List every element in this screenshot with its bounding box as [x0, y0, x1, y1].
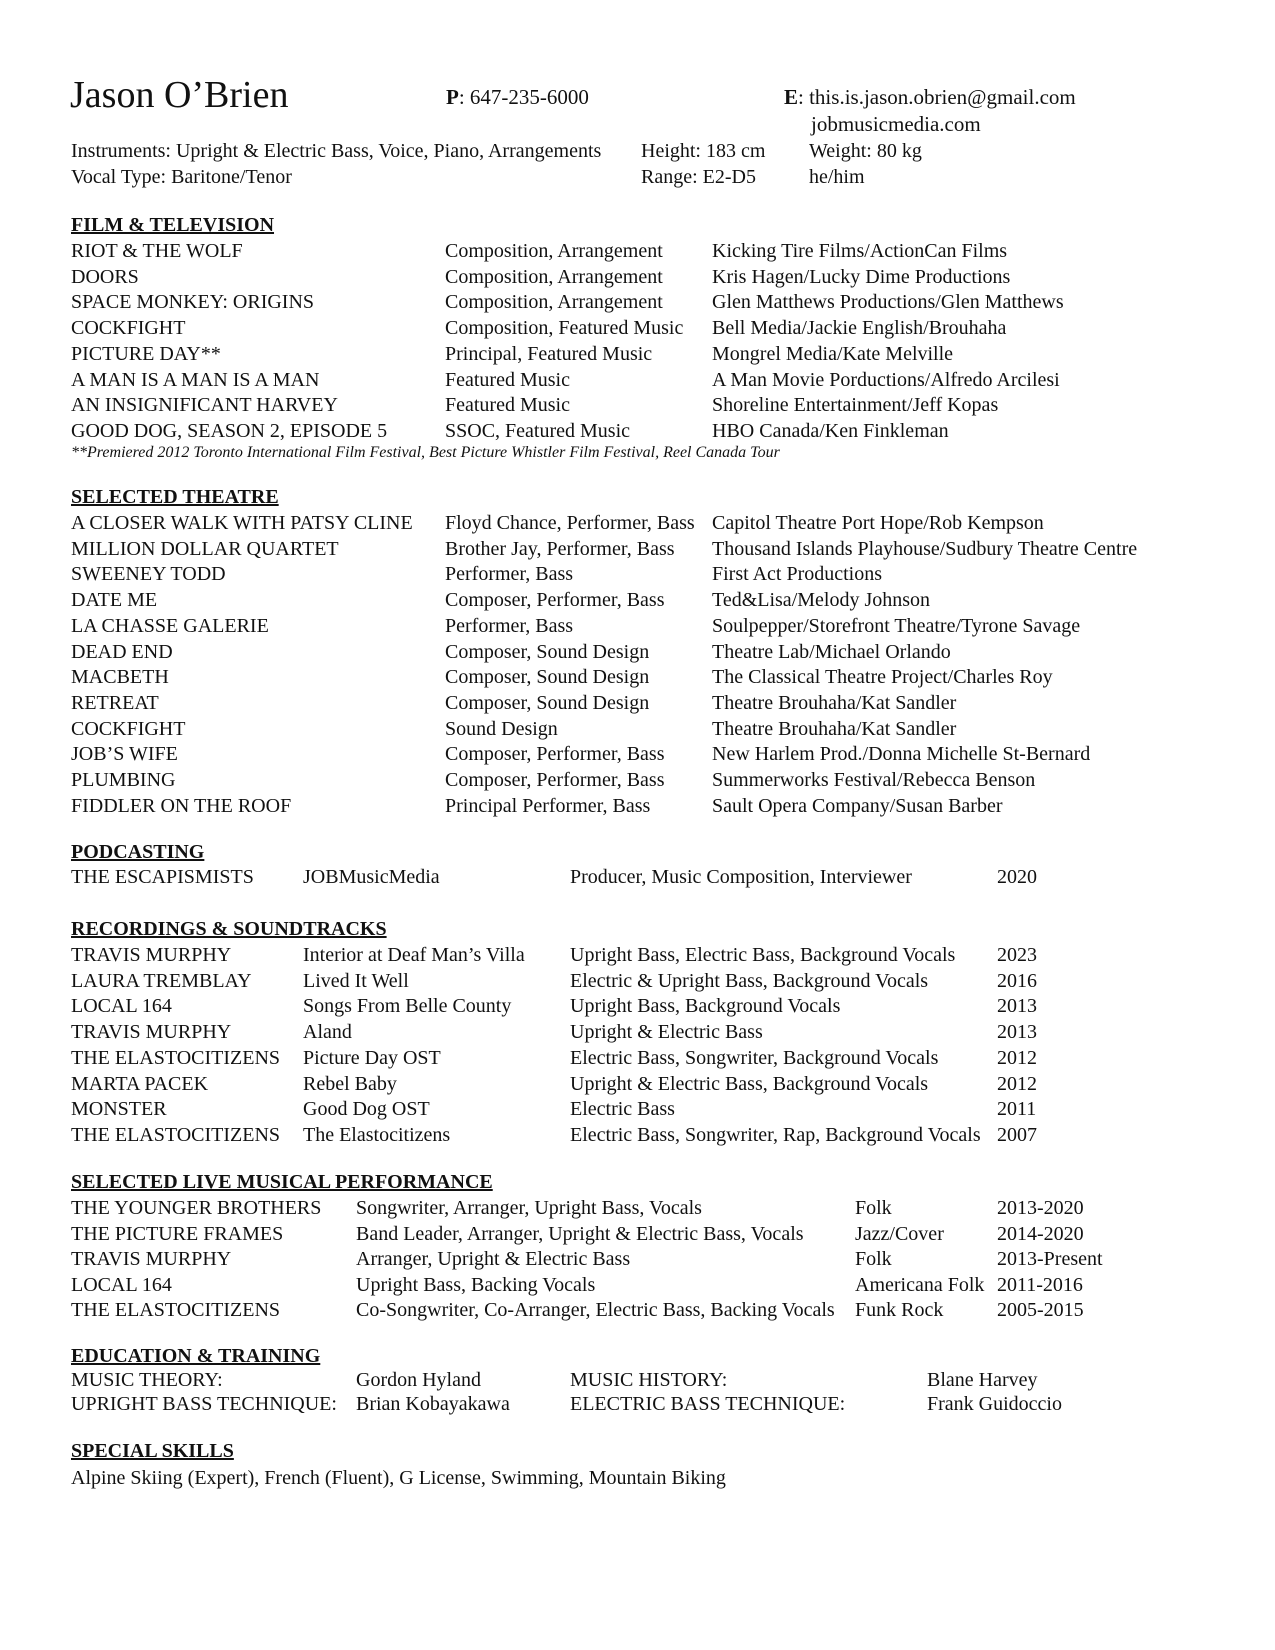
theatre-title: JOB’S WIFE	[71, 743, 178, 766]
podcasting-year: 2020	[997, 866, 1037, 888]
live-role: Upright Bass, Backing Vocals	[356, 1273, 596, 1296]
theatre-row	[0, 587, 1275, 614]
theatre-company: Ted&Lisa/Melody Johnson	[712, 589, 931, 612]
live-row	[0, 1272, 1275, 1299]
recordings-album: Songs From Belle County	[303, 995, 512, 1018]
section-heading-education: EDUCATION & TRAINING	[71, 1345, 321, 1367]
education-subject: MUSIC HISTORY:	[570, 1369, 728, 1391]
section-heading-skills: SPECIAL SKILLS	[71, 1440, 234, 1462]
recordings-role: Upright & Electric Bass	[570, 1021, 763, 1044]
theatre-role: Composer, Sound Design	[445, 640, 650, 663]
recordings-role: Electric Bass, Songwriter, Rap, Background Vocals	[570, 1123, 981, 1146]
theatre-role: Floyd Chance, Performer, Bass	[445, 512, 695, 534]
live-group: TRAVIS MURPHY	[71, 1248, 232, 1271]
film-tv-row	[0, 264, 1275, 291]
weight: Weight: 80 kg	[809, 140, 922, 162]
theatre-company: New Harlem Prod./Donna Michelle St-Bernard	[712, 743, 1091, 766]
recordings-album: Picture Day OST	[303, 1046, 441, 1069]
education-subject: ELECTRIC BASS TECHNIQUE:	[570, 1392, 846, 1415]
education-list	[0, 1367, 1275, 1417]
live-years: 2014-2020	[997, 1222, 1084, 1245]
theatre-company: First Act Productions	[712, 563, 883, 586]
film-tv-role: Composition, Featured Music	[445, 317, 684, 340]
theatre-role: Performer, Bass	[445, 563, 574, 586]
live-list	[0, 1195, 1275, 1330]
height: Height: 183 cm	[641, 140, 766, 162]
education-row	[0, 1391, 1275, 1418]
live-row	[0, 1221, 1275, 1248]
theatre-row	[0, 767, 1275, 794]
film-tv-note: **Premiered 2012 Toronto International Film Festival, Best Picture Whistler Film Festival, Reel Canada Tour	[71, 444, 780, 461]
podcasting-producer: JOBMusicMedia	[303, 866, 440, 888]
recordings-album: Interior at Deaf Man’s Villa	[303, 944, 525, 966]
recordings-year: 2016	[997, 969, 1037, 992]
education-teacher: Brian Kobayakawa	[356, 1392, 510, 1415]
recordings-row	[0, 1019, 1275, 1046]
education-teacher: Gordon Hyland	[356, 1369, 481, 1391]
recordings-row	[0, 1045, 1275, 1072]
section-heading-recordings: RECORDINGS & SOUNDTRACKS	[71, 918, 387, 940]
recordings-row	[0, 1071, 1275, 1098]
film-tv-company: A Man Movie Porductions/Alfredo Arcilesi	[712, 368, 1060, 391]
theatre-role: Composer, Performer, Bass	[445, 589, 665, 612]
film-tv-row	[0, 392, 1275, 419]
theatre-list	[0, 510, 1275, 820]
theatre-role: Composer, Performer, Bass	[445, 743, 665, 766]
recordings-row	[0, 993, 1275, 1020]
education-teacher: Blane Harvey	[927, 1369, 1038, 1391]
live-role: Co-Songwriter, Co-Arranger, Electric Bass, Backing Vocals	[356, 1299, 835, 1322]
film-tv-company: Glen Matthews Productions/Glen Matthews	[712, 291, 1064, 314]
film-tv-title: AN INSIGNIFICANT HARVEY	[71, 394, 338, 417]
vocal-range: Range: E2-D5	[641, 166, 756, 188]
theatre-row	[0, 793, 1275, 820]
education-subject: MUSIC THEORY:	[71, 1369, 223, 1391]
phone-label: P	[446, 85, 459, 109]
film-tv-role: Composition, Arrangement	[445, 291, 663, 314]
theatre-title: DEAD END	[71, 640, 173, 663]
film-tv-title: PICTURE DAY**	[71, 342, 221, 365]
film-tv-role: Composition, Arrangement	[445, 240, 663, 262]
theatre-title: LA CHASSE GALERIE	[71, 614, 269, 637]
film-tv-row	[0, 418, 1275, 445]
recordings-year: 2013	[997, 995, 1037, 1018]
theatre-row	[0, 664, 1275, 691]
recordings-list	[0, 942, 1275, 1152]
film-tv-role: Principal, Featured Music	[445, 342, 653, 365]
theatre-company: The Classical Theatre Project/Charles Roy	[712, 666, 1053, 689]
special-skills-text: Alpine Skiing (Expert), French (Fluent), G License, Swimming, Mountain Biking	[71, 1467, 726, 1489]
theatre-company: Thousand Islands Playhouse/Sudbury Theatre Centre	[712, 537, 1138, 560]
theatre-role: Sound Design	[445, 717, 558, 740]
live-years: 2011-2016	[997, 1273, 1083, 1296]
recordings-artist: TRAVIS MURPHY	[71, 944, 232, 966]
recordings-role: Upright Bass, Background Vocals	[570, 995, 841, 1018]
email-label: E	[784, 85, 799, 109]
live-years: 2013-2020	[997, 1197, 1084, 1219]
theatre-company: Theatre Brouhaha/Kat Sandler	[712, 717, 957, 740]
resume-name: Jason O’Brien	[70, 74, 289, 116]
recordings-row	[0, 968, 1275, 995]
theatre-row	[0, 613, 1275, 640]
recordings-artist: MARTA PACEK	[71, 1072, 209, 1095]
recordings-artist: THE ELASTOCITIZENS	[71, 1046, 281, 1069]
phone-number[interactable]: : 647-235-6000	[458, 85, 589, 109]
film-tv-role: Featured Music	[445, 394, 570, 417]
live-role: Songwriter, Arranger, Upright Bass, Vocals	[356, 1197, 702, 1219]
podcasting-title: THE ESCAPISMISTS	[71, 866, 254, 888]
theatre-row	[0, 536, 1275, 563]
recordings-album: Aland	[303, 1021, 352, 1044]
film-tv-role: Composition, Arrangement	[445, 265, 663, 288]
film-tv-company: HBO Canada/Ken Finkleman	[712, 419, 949, 442]
theatre-company: Summerworks Festival/Rebecca Benson	[712, 769, 1036, 791]
recordings-year: 2011	[997, 1098, 1037, 1121]
pronouns: he/him	[809, 166, 865, 188]
theatre-title: FIDDLER ON THE ROOF	[71, 794, 292, 817]
recordings-artist: TRAVIS MURPHY	[71, 1021, 232, 1044]
theatre-role: Composer, Performer, Bass	[445, 769, 665, 791]
live-group: THE ELASTOCITIZENS	[71, 1299, 281, 1322]
theatre-title: PLUMBING	[71, 769, 176, 791]
education-subject: UPRIGHT BASS TECHNIQUE:	[71, 1392, 337, 1415]
live-role: Band Leader, Arranger, Upright & Electric Bass, Vocals	[356, 1222, 804, 1245]
theatre-title: A CLOSER WALK WITH PATSY CLINE	[71, 512, 413, 534]
email-line	[784, 84, 1076, 111]
film-tv-company: Bell Media/Jackie English/Brouhaha	[712, 317, 1007, 340]
live-row	[0, 1297, 1275, 1324]
website-link[interactable]: jobmusicmedia.com	[811, 112, 981, 136]
theatre-company: Theatre Brouhaha/Kat Sandler	[712, 691, 957, 714]
live-genre: Funk Rock	[855, 1299, 944, 1322]
vocal-type: Vocal Type: Baritone/Tenor	[71, 166, 292, 188]
live-years: 2013-Present	[997, 1248, 1103, 1271]
live-genre: Folk	[855, 1197, 892, 1219]
theatre-role: Composer, Sound Design	[445, 666, 650, 689]
email-address[interactable]: : this.is.jason.obrien@gmail.com	[798, 85, 1076, 109]
film-tv-title: RIOT & THE WOLF	[71, 240, 243, 262]
film-tv-title: SPACE MONKEY: ORIGINS	[71, 291, 315, 314]
theatre-company: Theatre Lab/Michael Orlando	[712, 640, 951, 663]
theatre-company: Sault Opera Company/Susan Barber	[712, 794, 1003, 817]
recordings-artist: LOCAL 164	[71, 995, 172, 1018]
phone-line	[446, 84, 589, 111]
film-tv-role: Featured Music	[445, 368, 570, 391]
theatre-title: MACBETH	[71, 666, 169, 689]
recordings-album: The Elastocitizens	[303, 1123, 451, 1146]
live-genre: Jazz/Cover	[855, 1222, 944, 1245]
live-years: 2005-2015	[997, 1299, 1084, 1322]
podcasting-list	[0, 864, 1275, 891]
film-tv-title: DOORS	[71, 265, 139, 288]
recordings-album: Lived It Well	[303, 969, 409, 992]
theatre-company: Soulpepper/Storefront Theatre/Tyrone Savage	[712, 614, 1081, 637]
film-tv-company: Kris Hagen/Lucky Dime Productions	[712, 265, 1011, 288]
recordings-row	[0, 1096, 1275, 1123]
recordings-role: Upright & Electric Bass, Background Vocals	[570, 1072, 929, 1095]
education-teacher: Frank Guidoccio	[927, 1392, 1062, 1415]
film-tv-title: GOOD DOG, SEASON 2, EPISODE 5	[71, 419, 388, 442]
theatre-title: SWEENEY TODD	[71, 563, 226, 586]
theatre-role: Performer, Bass	[445, 614, 574, 637]
film-tv-row	[0, 238, 1275, 265]
podcasting-row	[0, 864, 1275, 891]
live-group: THE PICTURE FRAMES	[71, 1222, 284, 1245]
instruments: Instruments: Upright & Electric Bass, Voice, Piano, Arrangements	[71, 140, 602, 162]
live-row	[0, 1195, 1275, 1222]
film-tv-title: A MAN IS A MAN IS A MAN	[71, 368, 320, 391]
theatre-row	[0, 741, 1275, 768]
film-tv-row	[0, 341, 1275, 368]
theatre-role: Composer, Sound Design	[445, 691, 650, 714]
recordings-row	[0, 942, 1275, 969]
theatre-role: Principal Performer, Bass	[445, 794, 651, 817]
recordings-role: Electric Bass	[570, 1098, 675, 1121]
theatre-row	[0, 690, 1275, 717]
film-tv-list	[0, 238, 1275, 454]
recordings-year: 2007	[997, 1123, 1037, 1146]
live-row	[0, 1246, 1275, 1273]
recordings-role: Upright Bass, Electric Bass, Background Vocals	[570, 944, 956, 966]
recordings-artist: MONSTER	[71, 1098, 167, 1121]
live-group: THE YOUNGER BROTHERS	[71, 1197, 322, 1219]
section-heading-film-tv: FILM & TELEVISION	[71, 214, 275, 236]
theatre-title: COCKFIGHT	[71, 717, 186, 740]
podcasting-role: Producer, Music Composition, Interviewer	[570, 866, 912, 888]
live-role: Arranger, Upright & Electric Bass	[356, 1248, 631, 1271]
film-tv-row	[0, 289, 1275, 316]
film-tv-company: Mongrel Media/Kate Melville	[712, 342, 954, 365]
recordings-artist: LAURA TREMBLAY	[71, 969, 252, 992]
theatre-title: RETREAT	[71, 691, 159, 714]
recordings-album: Rebel Baby	[303, 1072, 397, 1095]
theatre-title: DATE ME	[71, 589, 158, 612]
live-group: LOCAL 164	[71, 1273, 172, 1296]
theatre-row	[0, 561, 1275, 588]
recordings-year: 2012	[997, 1072, 1037, 1095]
film-tv-role: SSOC, Featured Music	[445, 419, 630, 442]
film-tv-company: Shoreline Entertainment/Jeff Kopas	[712, 394, 999, 417]
theatre-company: Capitol Theatre Port Hope/Rob Kempson	[712, 512, 1044, 534]
recordings-role: Electric & Upright Bass, Background Vocals	[570, 969, 929, 992]
film-tv-row	[0, 315, 1275, 342]
recordings-row	[0, 1122, 1275, 1149]
film-tv-row	[0, 367, 1275, 394]
section-heading-podcasting: PODCASTING	[71, 841, 205, 863]
live-genre: Americana Folk	[855, 1273, 985, 1296]
recordings-year: 2023	[997, 944, 1037, 966]
theatre-role: Brother Jay, Performer, Bass	[445, 537, 675, 560]
recordings-album: Good Dog OST	[303, 1098, 430, 1121]
theatre-row	[0, 716, 1275, 743]
theatre-row	[0, 510, 1275, 537]
theatre-title: MILLION DOLLAR QUARTET	[71, 537, 339, 560]
recordings-role: Electric Bass, Songwriter, Background Vocals	[570, 1046, 939, 1069]
film-tv-title: COCKFIGHT	[71, 317, 186, 340]
live-genre: Folk	[855, 1248, 892, 1271]
section-heading-theatre: SELECTED THEATRE	[71, 486, 279, 508]
recordings-year: 2013	[997, 1021, 1037, 1044]
recordings-artist: THE ELASTOCITIZENS	[71, 1123, 281, 1146]
section-heading-live: SELECTED LIVE MUSICAL PERFORMANCE	[71, 1171, 493, 1193]
recordings-year: 2012	[997, 1046, 1037, 1069]
film-tv-company: Kicking Tire Films/ActionCan Films	[712, 240, 1008, 262]
theatre-row	[0, 639, 1275, 666]
